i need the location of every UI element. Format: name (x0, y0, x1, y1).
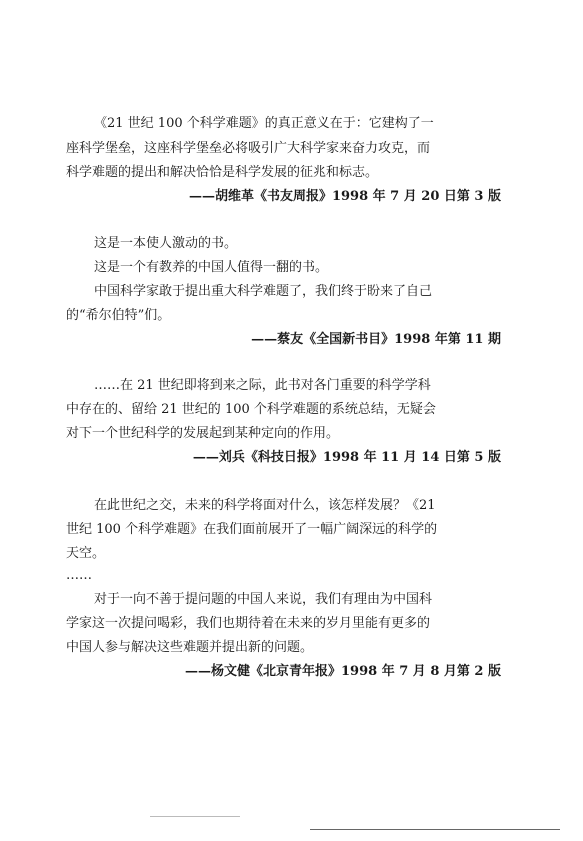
quote-1-line-1: 《21 世纪 100 个科学难题》的真正意义在于：它建构了一 (94, 116, 434, 131)
quote-4-line-2: 世纪 100 个科学难题》在我们面前展开了一幅广阔深远的科学的 (66, 522, 438, 537)
quote-1-line-3: 科学难题的提出和解决恰恰是科学发展的征兆和标志。 (66, 165, 379, 180)
quote-1-line-2: 座科学堡垒，这座科学堡垒必将吸引广大科学家来奋力攻克，而 (66, 141, 431, 156)
quote-4-ellipsis: …… (66, 568, 92, 583)
quote-4-line-7: 中国人参与解决这些难题并提出新的问题。 (66, 640, 314, 655)
quote-3-source: ——刘兵《科技日报》1998 年 11 月 14 日第 5 版 (192, 450, 501, 465)
quote-3-line-2: 中存在的、留给 21 世纪的 100 个科学难题的系统总结，无疑会 (66, 402, 436, 417)
quote-2-line-4: 的“希尔伯特”们。 (66, 308, 171, 323)
quote-3-line-1: ……在 21 世纪即将到来之际，此书对各门重要的科学学科 (94, 378, 431, 393)
quote-4-line-3: 天空。 (66, 546, 106, 561)
quote-4-line-1: 在此世纪之交，未来的科学将面对什么，该怎样发展？《21 (94, 498, 436, 513)
scan-artifact-line (310, 829, 560, 830)
quote-1-source: ——胡维革《书友周报》1998 年 7 月 20 日第 3 版 (188, 189, 501, 204)
quote-3-line-3: 对下一个世纪科学的发展起到某种定向的作用。 (66, 426, 340, 441)
scan-artifact-line (150, 816, 240, 817)
quote-4-line-5: 对于一向不善于提问题的中国人来说，我们有理由为中国科 (94, 592, 433, 607)
quote-4-line-6: 学家这一次提问喝彩，我们也期待着在未来的岁月里能有更多的 (66, 616, 431, 631)
quote-4-source: ——杨文健《北京青年报》1998 年 7 月 8 月第 2 版 (185, 664, 501, 679)
quote-2-line-2: 这是一个有教养的中国人值得一翻的书。 (94, 260, 329, 275)
quote-2-line-1: 这是一本使人激动的书。 (94, 236, 238, 251)
quote-2-source: ——蔡友《全国新书目》1998 年第 11 期 (251, 332, 501, 347)
quote-2-line-3: 中国科学家敢于提出重大科学难题了，我们终于盼来了自己 (94, 284, 433, 299)
